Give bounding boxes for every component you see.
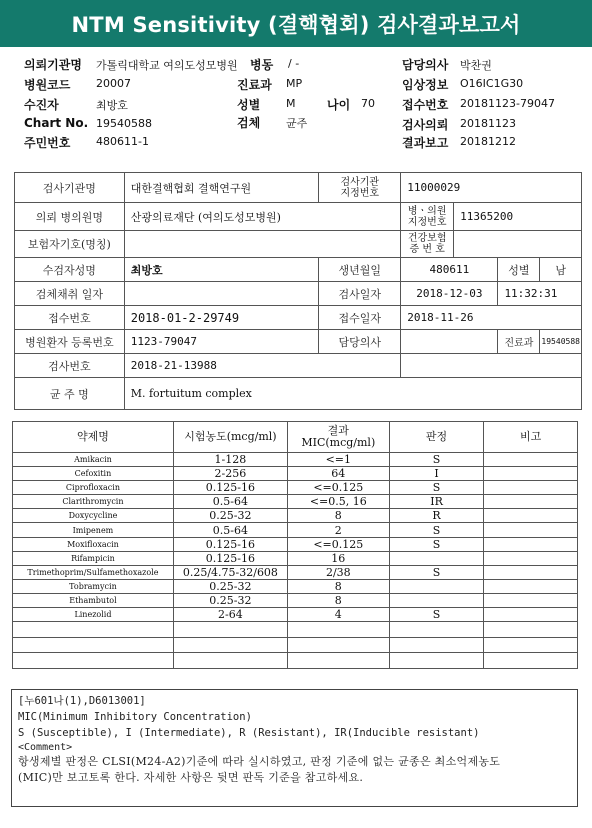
- collect-label: 검체채취 일자: [15, 282, 125, 306]
- reg-label: 병원환자 등록번호: [15, 330, 125, 354]
- drug-row: [13, 495, 578, 509]
- comment-code: [누601나(1),D6013001]: [18, 695, 146, 707]
- empty-cell: [389, 653, 484, 669]
- testno-label: 검사번호: [15, 354, 125, 378]
- drug-name: Tobramycin: [13, 579, 174, 593]
- doc-value: [401, 330, 498, 354]
- note-cell: [484, 537, 578, 551]
- inst-value: 대한결핵협회 결핵연구원: [124, 173, 319, 203]
- empty-cell: [173, 622, 287, 638]
- specimen-value: 균주: [286, 117, 308, 130]
- drug-name: Linezolid: [13, 608, 174, 622]
- mic-value: 8: [287, 593, 389, 607]
- note-cell: [484, 551, 578, 565]
- req-label: 의뢰 병의원명: [15, 203, 125, 231]
- drug-header-row: [13, 422, 578, 453]
- drug-row: [13, 537, 578, 551]
- note-cell: [484, 593, 578, 607]
- strain-value: M. fortuitum complex: [124, 378, 581, 410]
- recno-value: 2018-01-2-29749: [124, 306, 319, 330]
- strain-label: 균 주 명: [15, 378, 125, 410]
- info-row-name: [15, 258, 582, 282]
- testday-label: 검사일자: [319, 282, 401, 306]
- note-cell: [484, 565, 578, 579]
- empty-cell: [13, 653, 174, 669]
- name-label: 수검자성명: [15, 258, 125, 282]
- drug-row: [13, 467, 578, 481]
- dept-label: 진료과: [237, 78, 272, 92]
- patient-label: 수진자: [24, 98, 59, 112]
- test-range: 0.125-16: [173, 537, 287, 551]
- testno-value: 2018-21-13988: [124, 354, 401, 378]
- drug-row: [13, 579, 578, 593]
- empty-cell: [484, 653, 578, 669]
- empty-cell: [389, 622, 484, 638]
- chart-label: Chart No.: [24, 116, 89, 130]
- comment-box: [11, 689, 578, 807]
- inst-code-value: 11000029: [401, 173, 582, 203]
- ins-no-label: 건강보험 증 번 호: [401, 231, 454, 258]
- test-range: 2-64: [173, 608, 287, 622]
- receipt-value: 20181123-79047: [460, 97, 555, 110]
- mic-value: 8: [287, 509, 389, 523]
- info-row-receipt: [15, 306, 582, 330]
- judge-header: 판정: [389, 422, 484, 453]
- ward-label: 병동: [250, 58, 274, 72]
- range-header: 시험농도(mcg/ml): [173, 422, 287, 453]
- doc-label: 담당의사: [319, 330, 401, 354]
- empty-cell: [287, 622, 389, 638]
- note-cell: [484, 579, 578, 593]
- empty-cell: [484, 637, 578, 653]
- testno-blank: [401, 354, 582, 378]
- test-range: 0.25-32: [173, 579, 287, 593]
- drug-table: [12, 421, 578, 669]
- test-range: 0.25-32: [173, 509, 287, 523]
- empty-cell: [13, 637, 174, 653]
- empty-cell: [287, 637, 389, 653]
- name-value: 최방호: [124, 258, 319, 282]
- drug-row: [13, 453, 578, 467]
- dept-value: MP: [286, 77, 303, 90]
- judgement: S: [389, 537, 484, 551]
- info-table: [14, 172, 582, 410]
- chart-value: 19540588: [96, 117, 152, 130]
- patient-value: 최방호: [96, 99, 128, 112]
- ins-label: 보험자기호(명칭): [15, 231, 125, 258]
- mic-value: 8: [287, 579, 389, 593]
- test-range: 0.25-32: [173, 593, 287, 607]
- dob-value: 480611: [401, 258, 498, 282]
- result-header: 결과 MIC(mcg/ml): [287, 422, 389, 453]
- recday-value: 2018-11-26: [401, 306, 582, 330]
- empty-cell: [389, 637, 484, 653]
- info-row-register: [15, 330, 582, 354]
- judgement: [389, 593, 484, 607]
- mic-value: 2: [287, 523, 389, 537]
- test-range: 0.25/4.75-32/608: [173, 565, 287, 579]
- specimen-label: 검체: [237, 116, 261, 130]
- req-value: 산광의료재단 (여의도성모병원): [124, 203, 401, 231]
- drug-name: Ethambutol: [13, 593, 174, 607]
- doctor-value: 박찬권: [460, 59, 492, 72]
- comment-text-line-1: 항생제별 판정은 CLSI(M24-A2)기준에 따라 실시하였고, 판정 기준에 없는 균종은 최소억제농도: [18, 755, 501, 768]
- ins-value: [124, 231, 401, 258]
- mic-value: <=1: [287, 453, 389, 467]
- mic-value: <=0.125: [287, 481, 389, 495]
- sex-label: 성별: [237, 98, 261, 112]
- judgement: IR: [389, 495, 484, 509]
- report-label: 결과보고: [402, 136, 449, 150]
- note-cell: [484, 523, 578, 537]
- judgement: S: [389, 608, 484, 622]
- note-header: 비고: [484, 422, 578, 453]
- hospcode-label: 병원코드: [24, 78, 71, 92]
- testday-value: 2018-12-03: [401, 282, 498, 306]
- comment-mic-definition: MIC(Minimum Inhibitory Concentration): [18, 711, 252, 723]
- mic-value: 16: [287, 551, 389, 565]
- drug-row: [13, 523, 578, 537]
- rrn-label: 주민번호: [24, 136, 71, 150]
- info-row-insurance: [15, 231, 582, 258]
- recno-label: 접수번호: [15, 306, 125, 330]
- info-row-request: [15, 203, 582, 231]
- info-row-testno: [15, 354, 582, 378]
- comment-heading: <Comment>: [18, 742, 73, 753]
- report-value: 20181212: [460, 135, 516, 148]
- drug-row: [13, 608, 578, 622]
- empty-cell: [13, 622, 174, 638]
- note-cell: [484, 481, 578, 495]
- test-range: 0.5-64: [173, 523, 287, 537]
- testdate-label: 검사의뢰: [402, 118, 449, 132]
- mic-value: <=0.5, 16: [287, 495, 389, 509]
- dob-label: 생년월일: [319, 258, 401, 282]
- drug-name: Ciprofloxacin: [13, 481, 174, 495]
- test-range: 1-128: [173, 453, 287, 467]
- age-value: 70: [361, 97, 375, 110]
- test-range: 0.5-64: [173, 495, 287, 509]
- collect-value: [124, 282, 319, 306]
- empty-cell: [173, 653, 287, 669]
- note-cell: [484, 509, 578, 523]
- judgement: S: [389, 565, 484, 579]
- hospcode-value: 20007: [96, 77, 131, 90]
- empty-row: [13, 637, 578, 653]
- test-range: 0.125-16: [173, 481, 287, 495]
- note-cell: [484, 467, 578, 481]
- rrn-value: 480611-1: [96, 135, 149, 148]
- info-row-strain: [15, 378, 582, 410]
- drug-name: Doxycycline: [13, 509, 174, 523]
- judgement: I: [389, 467, 484, 481]
- recday-label: 접수일자: [319, 306, 401, 330]
- clinical-label: 임상정보: [402, 78, 449, 92]
- judgement: S: [389, 453, 484, 467]
- drug-row: [13, 509, 578, 523]
- age-label: 나이: [327, 98, 351, 112]
- judgement: S: [389, 523, 484, 537]
- sex-label-cell: 성별: [498, 258, 540, 282]
- empty-cell: [173, 637, 287, 653]
- drug-name: Imipenem: [13, 523, 174, 537]
- req-code-value: 11365200: [454, 203, 582, 231]
- drug-row: [13, 593, 578, 607]
- clinical-value: O16IC1G30: [460, 77, 524, 90]
- ins-no-value: [454, 231, 582, 258]
- test-range: 0.125-16: [173, 551, 287, 565]
- judgement: S: [389, 481, 484, 495]
- mic-value: <=0.125: [287, 537, 389, 551]
- info-row-institution: [15, 173, 582, 203]
- test-range: 2-256: [173, 467, 287, 481]
- note-cell: [484, 453, 578, 467]
- drug-row: [13, 551, 578, 565]
- inst-label: 검사기관명: [15, 173, 125, 203]
- testdate-value: 20181123: [460, 117, 516, 130]
- drug-name: Rifampicin: [13, 551, 174, 565]
- note-cell: [484, 608, 578, 622]
- info-row-dates: [15, 282, 582, 306]
- dept-value-cell: 19540588: [540, 330, 582, 354]
- inst-code-label: 검사기관 지정번호: [319, 173, 401, 203]
- drug-row: [13, 481, 578, 495]
- reg-value: 1123-79047: [124, 330, 319, 354]
- comment-text-line-2: (MIC)만 보고토록 한다. 자세한 사항은 뒷면 판독 기준을 참고하세요.: [18, 771, 364, 784]
- judgement: R: [389, 509, 484, 523]
- hospital-value: 가톨릭대학교 여의도성모병원: [96, 59, 238, 72]
- ward-value: / -: [288, 57, 300, 70]
- drug-name: Trimethoprim/Sulfamethoxazole: [13, 565, 174, 579]
- judgement: [389, 551, 484, 565]
- doctor-label: 담당의사: [402, 58, 449, 72]
- judgement: [389, 579, 484, 593]
- note-cell: [484, 495, 578, 509]
- mic-value: 2/38: [287, 565, 389, 579]
- empty-row: [13, 622, 578, 638]
- comment-legend: S (Susceptible), I (Intermediate), R (Resistant), IR(Inducible resistant): [18, 727, 480, 739]
- drug-name: Moxifloxacin: [13, 537, 174, 551]
- drug-name: Clarithromycin: [13, 495, 174, 509]
- drug-name: Amikacin: [13, 453, 174, 467]
- empty-cell: [484, 622, 578, 638]
- drug-row: [13, 565, 578, 579]
- testtime-value: 11:32:31: [498, 282, 582, 306]
- sex-value: M: [286, 97, 296, 110]
- drug-name: Cefoxitin: [13, 467, 174, 481]
- mic-value: 4: [287, 608, 389, 622]
- empty-row: [13, 653, 578, 669]
- drug-header: 약제명: [13, 422, 174, 453]
- dept-label-cell: 진료과: [498, 330, 540, 354]
- hospital-label: 의뢰기관명: [24, 58, 82, 72]
- sex-value-cell: 남: [540, 258, 582, 282]
- req-code-label: 병ㆍ의원 지정번호: [401, 203, 454, 231]
- mic-value: 64: [287, 467, 389, 481]
- report-title: NTM Sensitivity (결핵협회) 검사결과보고서: [0, 0, 592, 47]
- empty-cell: [287, 653, 389, 669]
- receipt-label: 접수번호: [402, 98, 449, 112]
